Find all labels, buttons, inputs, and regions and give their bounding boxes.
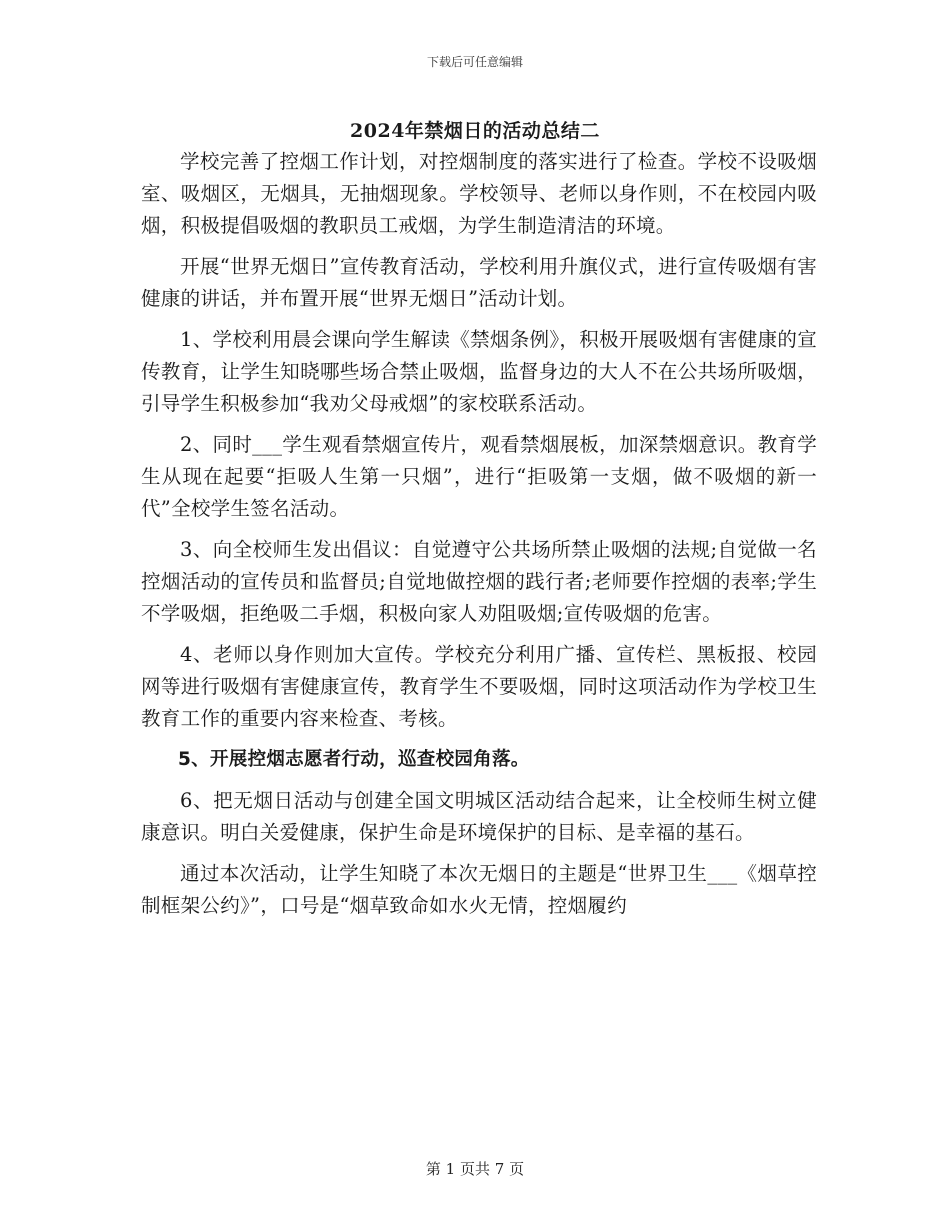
document-body (141, 146, 817, 931)
paragraph-conclusion: 通过本次活动，让学生知晓了本次无烟日的主题是“世界卫生___《烟草控制框架公约》”，口号是“烟草致命如水火无情，控烟履约 (141, 862, 817, 917)
header-note: 下载后可任意编辑 (426, 55, 523, 69)
paragraph-item-5: 5、开展控烟志愿者行动，巡查校园角落。 (178, 749, 530, 770)
paragraph-item-2: 2、同时___学生观看禁烟宣传片，观看禁烟展板，加深禁烟意识。教育学生从现在起要“拒吸人生第一只烟”，进行“拒吸第一支烟，做不吸烟的新一代”全校学生签名活动。 (141, 433, 817, 520)
paragraph-item-1: 1、学校利用晨会课向学生解读《禁烟条例》，积极开展吸烟有害健康的宣传教育，让学生知晓哪些场合禁止吸烟，监督身边的大人不在公共场所吸烟，引导学生积极参加“我劝父母戒烟”的家校联系活动。 (141, 328, 817, 415)
paragraph-item-4: 4、老师以身作则加大宣传。学校充分利用广播、宣传栏、黑板报、校园网等进行吸烟有害健康宣传，教育学生不要吸烟，同时这项活动作为学校卫生教育工作的重要内容来检查、考核。 (141, 643, 817, 730)
paragraph-intro: 学校完善了控烟工作计划，对控烟制度的落实进行了检查。学校不设吸烟室、吸烟区，无烟具，无抽烟现象。学校领导、老师以身作则，不在校园内吸烟，积极提倡吸烟的教职员工戒烟，为学生制造清洁的环境。 (141, 150, 817, 237)
paragraph-campaign: 开展“世界无烟日”宣传教育活动，学校利用升旗仪式，进行宣传吸烟有害健康的讲话，并布置开展“世界无烟日”活动计划。 (141, 255, 817, 310)
paragraph-item-6: 6、把无烟日活动与创建全国文明城区活动结合起来，让全校师生树立健康意识。明白关爱健康，保护生命是环境保护的目标、是幸福的基石。 (141, 789, 817, 844)
paragraph-item-3: 3、向全校师生发出倡议：自觉遵守公共场所禁止吸烟的法规;自觉做一名控烟活动的宣传员和监督员;自觉地做控烟的践行者;老师要作控烟的表率;学生不学吸烟，拒绝吸二手烟，积极向家人劝阻吸烟;宣传吸烟的危害。 (141, 538, 817, 625)
document-title: 2024年禁烟日的活动总结二 (350, 120, 600, 142)
page-number: 第 1 页共 7 页 (425, 1160, 525, 1178)
